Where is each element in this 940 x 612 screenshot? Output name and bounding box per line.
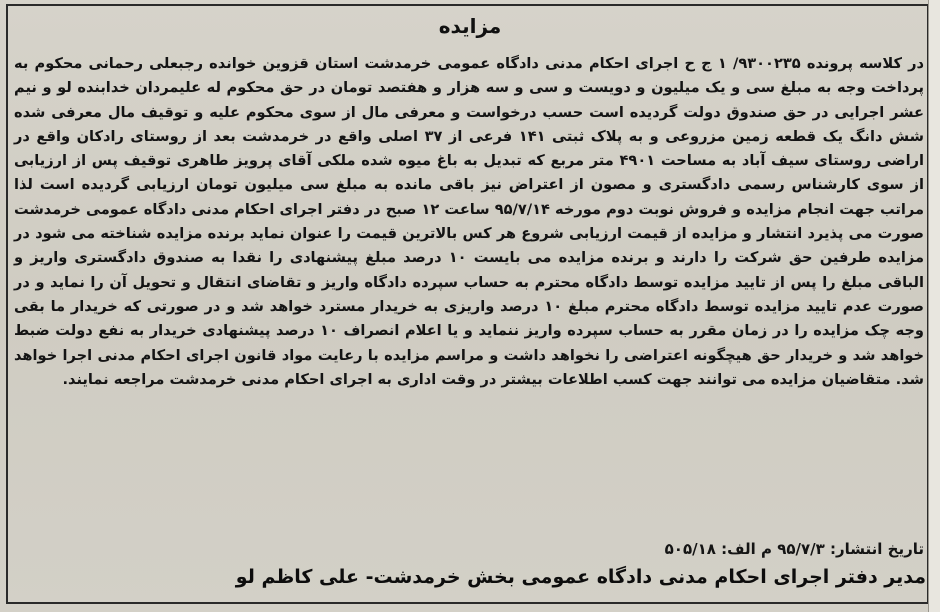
adjacent-column-edge: [928, 0, 940, 612]
publication-date-line: تاریخ انتشار: ۹۵/۷/۳ م الف: ۵۰۵/۱۸: [664, 540, 924, 558]
signature-line: مدیر دفتر اجرای احکام مدنی دادگاه عمومی بخش خرمدشت- علی کاظم لو: [235, 566, 926, 588]
notice-body: در کلاسه پرونده ۹۳۰۰۲۳۵/ ۱ ج ح اجرای احکام مدنی دادگاه عمومی خرمدشت استان قزوین خوانده رجبعلی رحمانی محکوم به پرداخت وجه به مبلغ سی و یک میلیون و دویست و سی و سه هزار و هفتصد تومان در حق محکوم له علیمردان خدابنده لو و نیم عشر اجرایی در حق صندوق دولت گردیده است حسب درخواست و معرفی مال از سوی محکوم علیه و توقیف مال معرفی شده شش دانگ یک قطعه زمین مزروعی و به پلاک ثبتی ۱۴۱ فرعی از ۳۷ اصلی واقع در خرمدشت بعد از روستای رادکان واقع در اراضی روستای سیف آباد به مساحت ۴۹۰۱ متر مربع که تبدیل به باغ میوه شده ملکی آقای پرویز طاهری توقیف پس از ارزیابی از سوی کارشناس رسمی دادگستری و مصون از اعتراض نیز باقی مانده به مبلغ سی میلیون تومان ارزیابی گردیده است لذا مراتب جهت انجام مزایده و فروش نوبت دوم مورخه ۹۵/۷/۱۴ ساعت ۱۲ صبح در دفتر اجرای احکام مدنی دادگاه عمومی خرمدشت صورت می پذیرد انتشار و مزایده از قیمت ارزیابی شروع هر کس بالاترین قیمت را عنوان نماید برنده مزایده شناخته می شود در مزایده طرفین حق شرکت را دارند و برنده مزایده می بایست ۱۰ درصد مبلغ پیشنهادی را نقدا به صندوق دادگستری واریز و الباقی مبلغ را پس از تایید مزایده توسط دادگاه محترم به حساب سپرده دادگاه واریز و تقاضای انتقال و تحویل آن را نماید و در صورت عدم تایید مزایده توسط دادگاه محترم مبلغ ۱۰ درصد واریزی به خریدار مسترد خواهد شد و در صورتی که خریدار ما بقی وجه چک مزایده را در زمان مقرر به حساب سپرده واریز ننماید و یا اعلام انصراف ۱۰ درصد پیشنهادی خریدار به نفع دولت ضبط خواهد شد و خریدار حق هیچگونه اعتراضی را نخواهد داشت و مراسم مزایده با رعایت مواد قانون اجرای احکام مدنی اجرا خواهد شد. متقاضیان مزایده می توانند جهت کسب اطلاعات بیشتر در وقت اداری به اجرای احکام مدنی خرمدشت مراجعه نمایند.: [14, 55, 925, 388]
notice-title: مزایده: [438, 14, 502, 38]
